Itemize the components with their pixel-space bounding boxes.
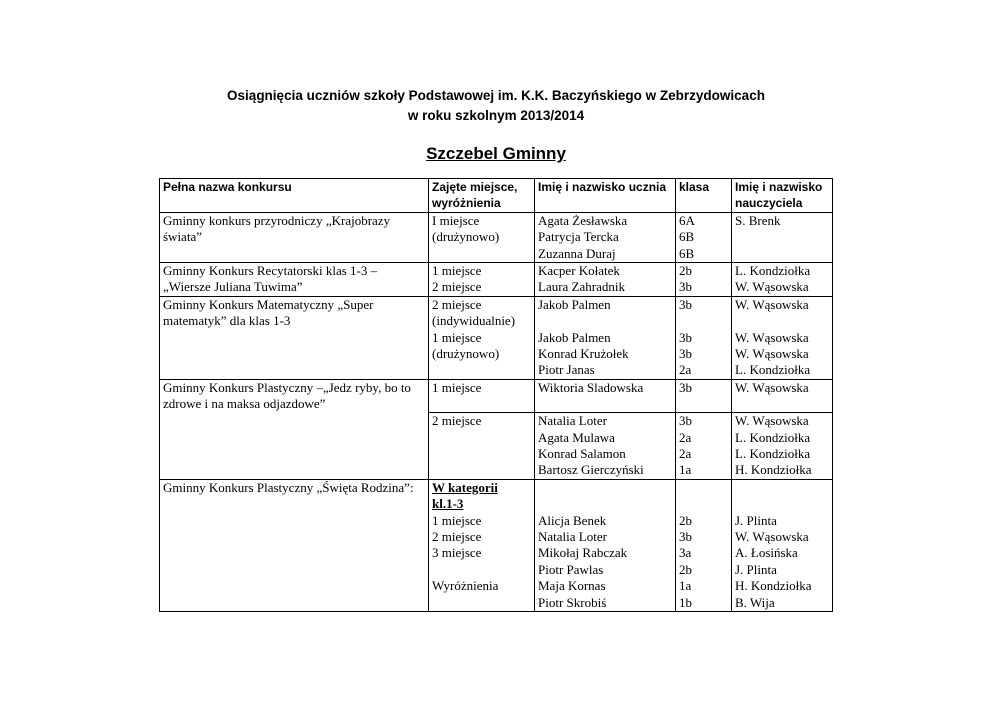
contest-cell	[160, 263, 429, 297]
student-cell	[535, 479, 676, 611]
class-cell	[676, 413, 732, 480]
place-line: 2 miejsce	[432, 413, 482, 429]
student-name: Wiktoria Sladowska	[538, 379, 644, 395]
class-value: 1a	[679, 462, 692, 478]
spacer	[735, 480, 829, 496]
place-line: 1 miejsce	[432, 379, 482, 395]
contest-cell	[160, 413, 429, 480]
student-name: Patrycja Tercka	[538, 229, 619, 245]
class-cell	[676, 263, 732, 297]
student-name: Agata Żesławska	[538, 212, 628, 228]
student-name: Maja Kornas	[538, 578, 606, 594]
place-line: 3 miejsce	[432, 545, 482, 561]
place-cell	[429, 413, 535, 480]
class-value: 2b	[679, 263, 692, 279]
class-value: 3b	[679, 329, 692, 345]
class-value: 1a	[679, 578, 692, 594]
teacher-name: W. Wąsowska	[735, 528, 809, 544]
contest-cell	[160, 296, 429, 379]
spacer	[679, 480, 728, 496]
teacher-name	[735, 313, 829, 329]
student-cell	[535, 263, 676, 297]
student-name: Kacper Kołatek	[538, 263, 620, 279]
student-name: Alicja Benek	[538, 512, 607, 528]
class-value: 6B	[679, 245, 695, 261]
spacer	[538, 480, 672, 496]
place-line: (indywidualnie)	[432, 313, 516, 329]
teacher-cell	[732, 479, 833, 611]
class-value: 6B	[679, 229, 695, 245]
teacher-name: W. Wąsowska	[735, 296, 809, 312]
place-line: (drużynowo)	[432, 229, 500, 245]
class-value: 2b	[679, 512, 692, 528]
spacer	[679, 496, 728, 512]
document-subtitle: w roku szkolnym 2013/2014	[407, 108, 585, 123]
table-row	[160, 413, 833, 480]
place-line: (drużynowo)	[432, 346, 500, 362]
document-title: Osiągnięcia uczniów szkoły Podstawowej im. K.K. Baczyńskiego w Zebrzydowicach	[227, 88, 765, 103]
contest-cell	[160, 479, 429, 611]
student-cell	[535, 212, 676, 262]
student-name: Piotr Pawlas	[538, 561, 604, 577]
spacer	[735, 496, 829, 512]
contest-name	[163, 413, 425, 429]
student-name: Konrad Krużołek	[538, 346, 629, 362]
student-name	[538, 313, 672, 329]
student-name: Zuzanna Duraj	[538, 245, 616, 261]
place-cell	[429, 212, 535, 262]
student-name: Piotr Skrobiś	[538, 594, 607, 610]
student-cell	[535, 379, 676, 412]
student-name: Jakob Palmen	[538, 329, 611, 345]
contest-name: Gminny Konkurs Plastyczny „Święta Rodzina”:	[163, 479, 414, 495]
student-name: Natalia Loter	[538, 413, 607, 429]
header-contest: Pełna nazwa konkursu	[160, 179, 429, 213]
place-line: 2 miejsce	[432, 529, 482, 545]
teacher-cell	[732, 296, 833, 379]
place-line: 1 miejsce	[432, 329, 482, 345]
class-value: 3b	[679, 296, 692, 312]
student-cell	[535, 296, 676, 379]
contest-name: Gminny konkurs przyrodniczy „Krajobrazy świata”	[163, 212, 391, 245]
class-value	[679, 313, 728, 329]
achievements-table	[159, 178, 833, 612]
section-heading: Szczebel Gminny	[426, 144, 566, 163]
teacher-cell	[732, 212, 833, 262]
student-name: Agata Mulawa	[538, 429, 615, 445]
student-name: Natalia Loter	[538, 528, 607, 544]
teacher-name: W. Wąsowska	[735, 279, 809, 295]
teacher-name: H. Kondziołka	[735, 462, 812, 478]
class-cell	[676, 379, 732, 412]
contest-cell	[160, 212, 429, 262]
student-name: Piotr Janas	[538, 362, 595, 378]
student-name: Laura Zahradnik	[538, 279, 625, 295]
table-header-row	[160, 179, 833, 213]
teacher-cell	[732, 413, 833, 480]
place-line: 1 miejsce	[432, 512, 482, 528]
table-row	[160, 212, 833, 262]
class-value: 3b	[679, 413, 692, 429]
place-line: I miejsce	[432, 212, 480, 228]
class-cell	[676, 296, 732, 379]
spacer	[538, 496, 672, 512]
class-value: 2a	[679, 445, 692, 461]
teacher-cell	[732, 379, 833, 412]
contest-name: Gminny Konkurs Plastyczny –„Jedz ryby, bo to zdrowe i na maksa odjazdowe”	[163, 379, 411, 412]
class-value: 3b	[679, 379, 692, 395]
teacher-name: L. Kondziołka	[735, 263, 811, 279]
category-label: kl.1-3	[432, 496, 464, 512]
teacher-name: W. Wąsowska	[735, 346, 809, 362]
class-value: 2b	[679, 561, 692, 577]
class-value: 3b	[679, 528, 692, 544]
student-name: Konrad Salamon	[538, 445, 626, 461]
class-value: 2a	[679, 362, 692, 378]
student-name: Jakob Palmen	[538, 296, 611, 312]
teacher-name: J. Plinta	[735, 561, 777, 577]
teacher-name: L. Kondziołka	[735, 429, 811, 445]
header-place: Zajęte miejsce, wyróżnienia	[429, 179, 535, 213]
place-line	[432, 562, 531, 578]
place-line: 2 miejsce	[432, 279, 482, 295]
table-row	[160, 479, 833, 611]
class-value: 1b	[679, 594, 692, 610]
table-row	[160, 296, 833, 379]
teacher-name: L. Kondziołka	[735, 362, 811, 378]
place-line	[432, 595, 531, 611]
category-label: W kategorii	[432, 479, 498, 495]
place-cell	[429, 379, 535, 412]
place-cell	[429, 296, 535, 379]
teacher-name: B. Wija	[735, 594, 775, 610]
place-line: Wyróżnienia	[432, 578, 499, 594]
place-line: 1 miejsce	[432, 263, 482, 279]
place-line	[432, 362, 531, 378]
contest-cell	[160, 379, 429, 412]
contest-name: Gminny Konkurs Recytatorski klas 1-3 – „Wiersze Juliana Tuwima”	[163, 263, 378, 295]
class-value: 3a	[679, 545, 692, 561]
place-cell	[429, 263, 535, 297]
class-cell	[676, 479, 732, 611]
table-row	[160, 379, 833, 412]
teacher-name: W. Wąsowska	[735, 329, 809, 345]
teacher-name: L. Kondziołka	[735, 445, 811, 461]
class-value: 6A	[679, 212, 695, 228]
student-cell	[535, 413, 676, 480]
teacher-name: W. Wąsowska	[735, 413, 809, 429]
class-value: 3b	[679, 279, 692, 295]
table-row	[160, 263, 833, 297]
teacher-cell	[732, 263, 833, 297]
teacher-name: W. Wąsowska	[735, 379, 809, 395]
teacher-name: J. Plinta	[735, 512, 777, 528]
header-student: Imię i nazwisko ucznia	[535, 179, 676, 213]
header-class: klasa	[676, 179, 732, 213]
place-cell	[429, 479, 535, 611]
contest-name: Gminny Konkurs Matematyczny „Super matematyk” dla klas 1-3	[163, 296, 374, 329]
header-teacher: Imię i nazwisko nauczyciela	[732, 179, 833, 213]
student-name: Mikołaj Rabczak	[538, 545, 628, 561]
teacher-name: A. Łosińska	[735, 545, 798, 561]
teacher-name: H. Kondziołka	[735, 578, 812, 594]
class-value: 2a	[679, 429, 692, 445]
student-name: Bartosz Gierczyński	[538, 462, 644, 478]
class-value: 3b	[679, 346, 692, 362]
place-line: 2 miejsce	[432, 296, 482, 312]
teacher-name: S. Brenk	[735, 212, 781, 228]
class-cell	[676, 212, 732, 262]
